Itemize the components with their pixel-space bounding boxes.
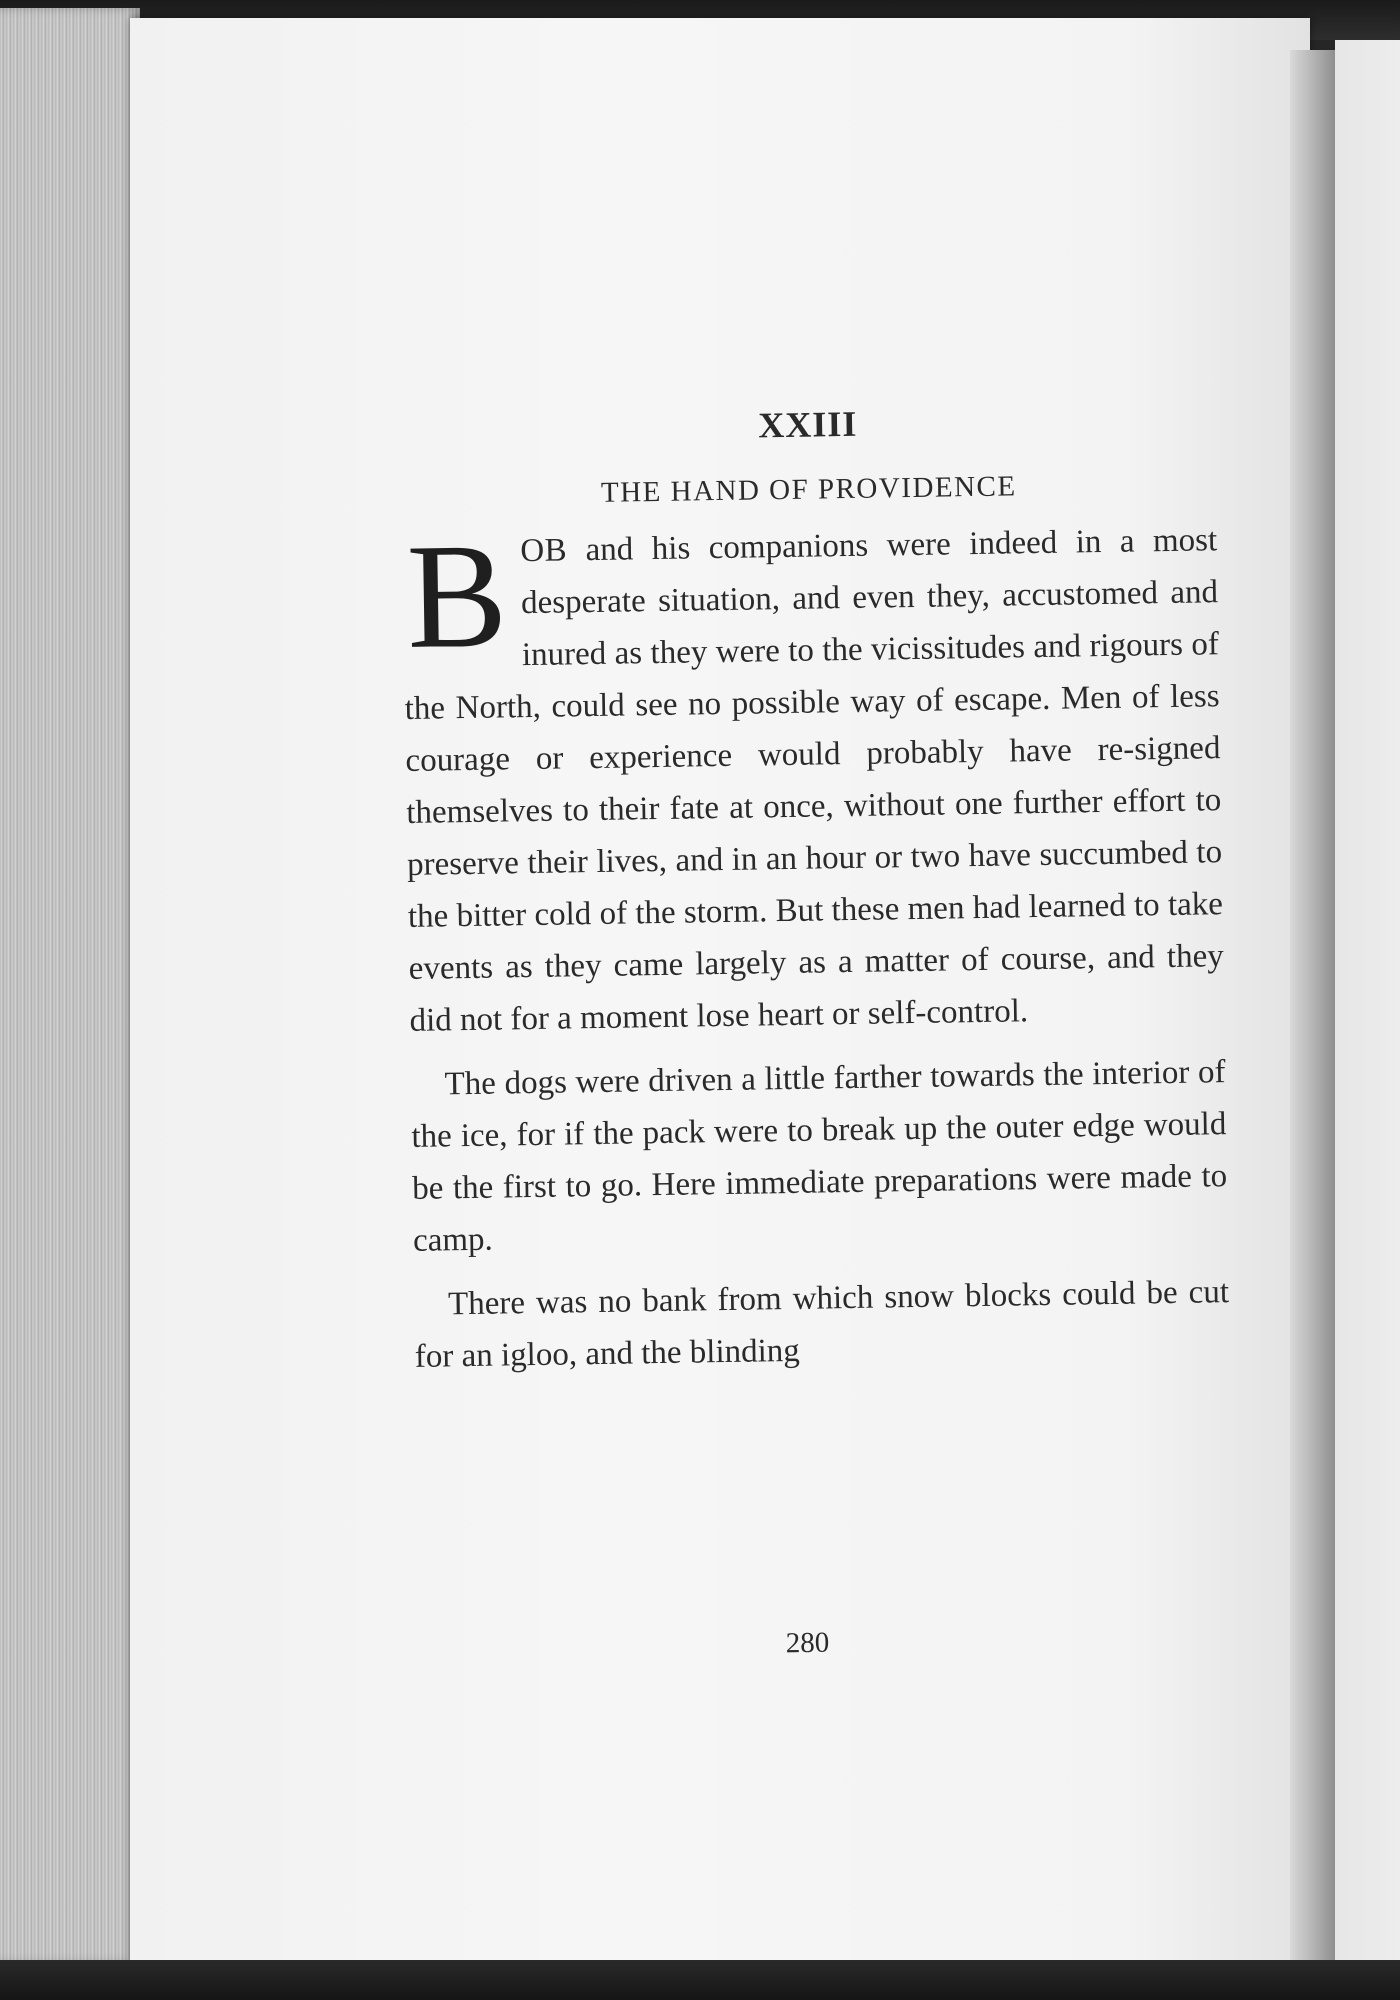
first-word-remainder: OB: [520, 532, 568, 570]
page-text-block: [400, 397, 1230, 1383]
page-number: 280: [785, 1626, 830, 1660]
chapter-number: XXIII: [757, 403, 858, 446]
book-page-edges: [0, 8, 140, 1963]
drop-cap: B: [405, 512, 509, 680]
paragraph-2: The dogs were driven a little farther towards the interior of the ice, for if the pack were to break up the outer edge would be the first to go. Here immediate preparations were made to camp.: [411, 1054, 1228, 1259]
book-gutter: [1290, 50, 1335, 1960]
paragraph-1: [402, 514, 1225, 1047]
chapter-title: THE HAND OF PROVIDENCE: [600, 470, 1017, 509]
paragraph-1-text: and his companions were indeed in a most desperate situation, and even they, accustomed and inured as they were to the vicissitudes and rigours of the North, could see no possible way of escape. Men of less courage or experience would probably have re-signed themselves to their fate at once, without one further effort to preserve their lives, and in an hour or two have succumbed to the bitter cold of the storm. But these men had learned to take events as they came largely as a matter of course, and they did not for a moment lose heart or self-control.: [404, 522, 1224, 1039]
scan-background-bottom: [0, 1960, 1400, 2000]
paragraph-3: There was no bank from which snow blocks could be cut for an igloo, and the blinding: [414, 1274, 1230, 1375]
facing-page-edge: [1335, 40, 1400, 1960]
